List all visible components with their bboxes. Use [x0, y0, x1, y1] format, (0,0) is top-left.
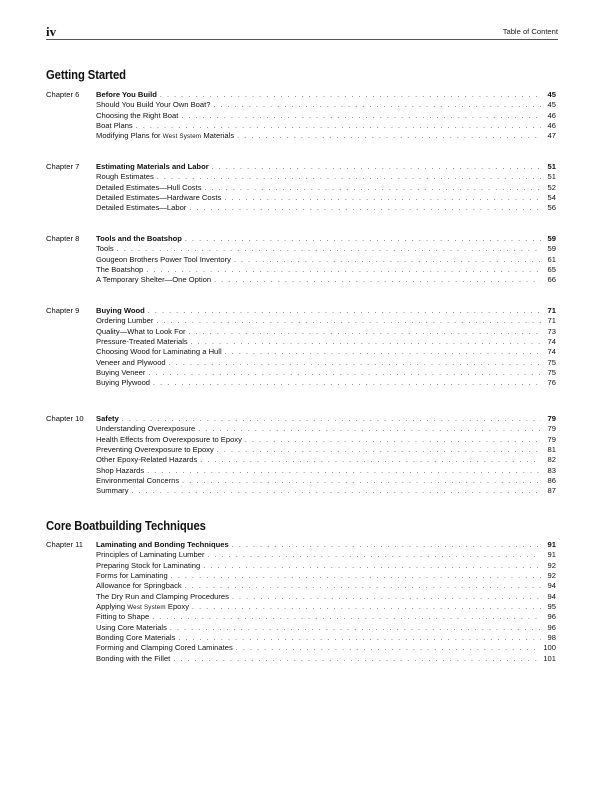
toc-entry[interactable]: Estimating Materials and Labor . . . 51 [96, 162, 556, 172]
toc-entry[interactable]: Modifying Plans for West System Materials . . . 47 [96, 131, 556, 141]
toc-entry[interactable]: Laminating and Bonding Techniques . . . 91 [96, 540, 556, 550]
toc-entry[interactable]: Ordering Lumber . . . 71 [96, 316, 556, 326]
toc-entry[interactable]: A Temporary Shelter—One Option . . . 66 [96, 275, 556, 285]
toc-entry[interactable]: Summary . . . 87 [96, 486, 556, 496]
chapter-entries [96, 414, 556, 497]
toc-entry[interactable]: Quality—What to Look For . . . 73 [96, 327, 556, 337]
toc-entry[interactable]: Before You Build . . . 45 [96, 90, 556, 100]
toc-entry[interactable]: Health Effects from Overexposure to Epoxy . . . 79 [96, 435, 556, 445]
chapter-label: Chapter 10 [46, 414, 84, 423]
page-header [46, 24, 558, 39]
part-title-core-boatbuilding-techniques: Core Boatbuilding Techniques [46, 519, 206, 533]
toc-entry[interactable]: Shop Hazards . . . 83 [96, 466, 556, 476]
toc-entry[interactable]: Bonding with the Fillet . . . 101 [96, 654, 556, 664]
toc-entry[interactable]: Veneer and Plywood . . . 75 [96, 358, 556, 368]
chapter-entries [96, 540, 556, 664]
toc-entry[interactable]: The Boatshop . . . 65 [96, 265, 556, 275]
toc-entry[interactable]: Tools . . . 59 [96, 244, 556, 254]
toc-entry[interactable]: Should You Build Your Own Boat? . . . 45 [96, 100, 556, 110]
toc-entry[interactable]: Choosing Wood for Laminating a Hull . . . 74 [96, 347, 556, 357]
toc-entry[interactable]: Other Epoxy-Related Hazards . . . 82 [96, 455, 556, 465]
toc-entry[interactable]: Choosing the Right Boat . . . 46 [96, 111, 556, 121]
toc-entry[interactable]: Preventing Overexposure to Epoxy . . . 81 [96, 445, 556, 455]
toc-entry[interactable]: Tools and the Boatshop . . . 59 [96, 234, 556, 244]
chapter-entries [96, 234, 556, 286]
toc-entry[interactable]: Applying West System Epoxy . . . 95 [96, 602, 556, 612]
part-title-getting-started: Getting Started [46, 68, 126, 82]
toc-entry[interactable]: Detailed Estimates—Labor . . . 56 [96, 203, 556, 213]
toc-entry[interactable]: Allowance for Springback . . . 94 [96, 581, 556, 591]
chapter-label: Chapter 11 [46, 540, 84, 549]
toc-entry[interactable]: Safety . . . 79 [96, 414, 556, 424]
chapter-label: Chapter 8 [46, 234, 80, 243]
chapter-label: Chapter 7 [46, 162, 80, 171]
running-head: Table of Content [502, 27, 558, 36]
toc-entry[interactable]: Fitting to Shape . . . 96 [96, 612, 556, 622]
chapter-label: Chapter 9 [46, 306, 80, 315]
toc-entry[interactable]: Pressure-Treated Materials . . . 74 [96, 337, 556, 347]
toc-entry[interactable]: Principles of Laminating Lumber . . . 91 [96, 550, 556, 560]
chapter-label: Chapter 6 [46, 90, 80, 99]
toc-entry[interactable]: Preparing Stock for Laminating . . . 92 [96, 561, 556, 571]
chapter-entries [96, 306, 556, 389]
toc-entry[interactable]: Forming and Clamping Cored Laminates . . . 100 [96, 643, 556, 653]
toc-entry[interactable]: Buying Wood . . . 71 [96, 306, 556, 316]
toc-entry[interactable]: Gougeon Brothers Power Tool Inventory . . . 61 [96, 255, 556, 265]
toc-entry[interactable]: Understanding Overexposure . . . 79 [96, 424, 556, 434]
toc-entry[interactable]: Bonding Core Materials . . . 98 [96, 633, 556, 643]
toc-entry[interactable]: The Dry Run and Clamping Procedures . . . 94 [96, 592, 556, 602]
toc-entry[interactable]: Rough Estimates . . . 51 [96, 172, 556, 182]
toc-entry[interactable]: Boat Plans . . . 46 [96, 121, 556, 131]
toc-entry[interactable]: Detailed Estimates—Hull Costs . . . 52 [96, 183, 556, 193]
toc-entry[interactable]: Buying Veneer . . . 75 [96, 368, 556, 378]
toc-entry[interactable]: Buying Plywood . . . 76 [96, 378, 556, 388]
toc-entry[interactable]: Environmental Concerns . . . 86 [96, 476, 556, 486]
chapter-entries [96, 90, 556, 142]
header-rule [46, 39, 558, 40]
toc-entry[interactable]: Using Core Materials . . . 96 [96, 623, 556, 633]
toc-entry[interactable]: Forms for Laminating . . . 92 [96, 571, 556, 581]
chapter-entries [96, 162, 556, 214]
page-number: iv [46, 24, 57, 39]
toc-entry[interactable]: Detailed Estimates—Hardware Costs . . . 54 [96, 193, 556, 203]
